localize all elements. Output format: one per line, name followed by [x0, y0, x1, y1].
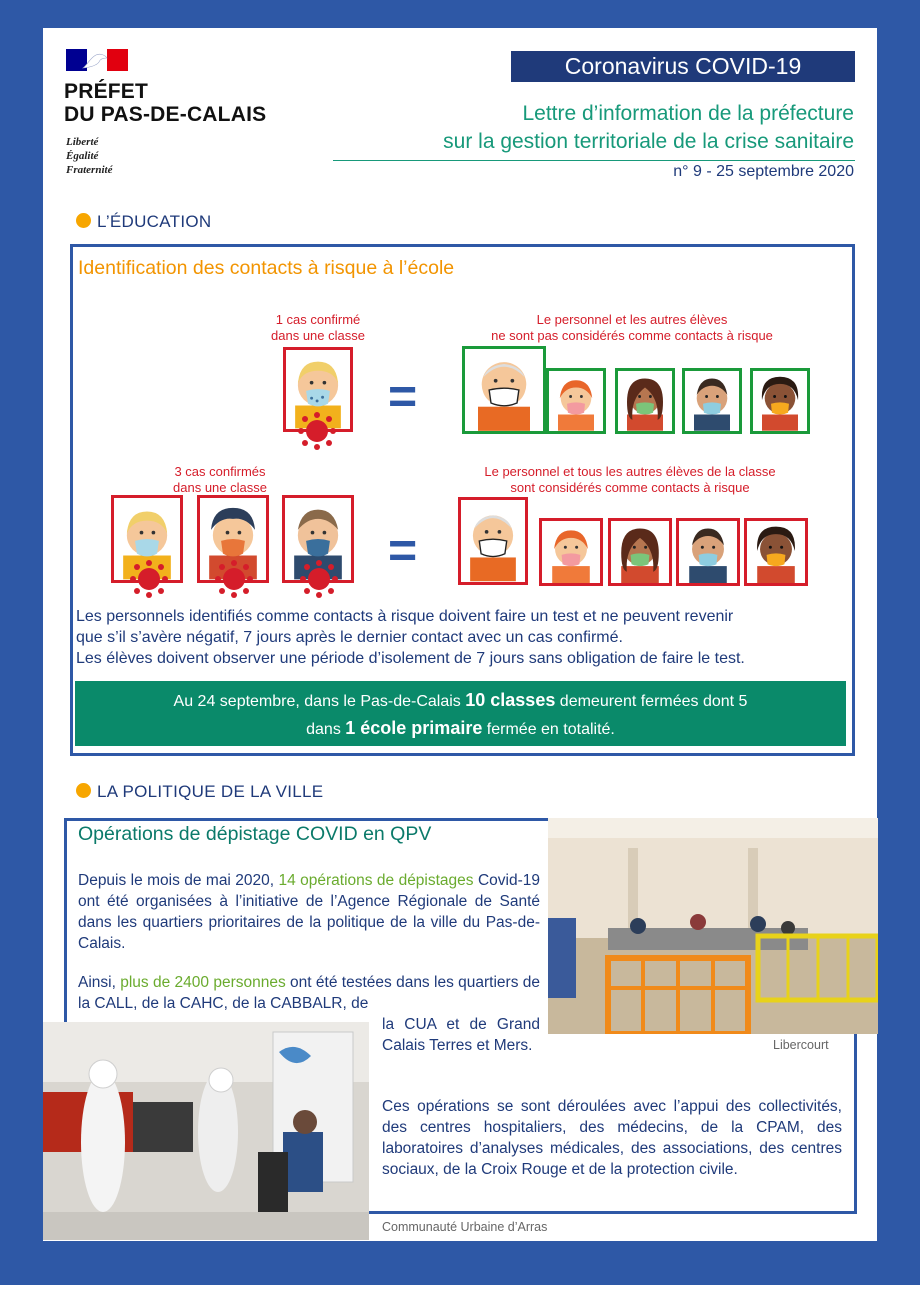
student-at-risk-icon — [539, 518, 603, 586]
case3-result-label: Le personnel et tous les autres élèves de la classe sont considérés comme contacts à risque — [484, 464, 776, 495]
orange-bullet-icon — [76, 213, 91, 228]
equals-sign: = — [388, 368, 418, 424]
arras-testing-photo — [43, 1022, 369, 1240]
republic-motto: Liberté Égalité Fraternité — [66, 136, 113, 176]
case1-result-label: Le personnel et les autres élèves ne sont pas considérés comme contacts à risque — [491, 312, 773, 343]
student-not-at-risk-icon — [615, 368, 675, 434]
qpv-paragraph-3: Ces opérations se sont déroulées avec l’appui des collectivités, des centres hospitaliers, des médecins, de la CPAM, des laboratoires d’analyses médicales, des associations, des centres sociaux, de la Croix Rouge et de la protection civile. — [382, 1098, 842, 1178]
covid-banner: Coronavirus COVID-19 — [511, 51, 855, 82]
one-case-label: 1 cas confirmé dans une classe — [271, 312, 365, 343]
student-at-risk-icon — [744, 518, 808, 586]
virus-icon — [215, 560, 253, 598]
orange-bullet-icon — [76, 783, 91, 798]
photo-caption-arras: Communauté Urbaine d’Arras — [382, 1220, 548, 1234]
three-cases-label: 3 cas confirmés dans une classe — [173, 464, 267, 495]
student-not-at-risk-icon — [546, 368, 606, 434]
photo-caption-libercourt: Libercourt — [773, 1038, 829, 1052]
student-not-at-risk-icon — [750, 368, 810, 434]
student-at-risk-icon — [608, 518, 672, 586]
title-divider — [333, 160, 855, 161]
section-heading-politique: LA POLITIQUE DE LA VILLE — [76, 782, 323, 802]
section-heading-education: L’ÉDUCATION — [76, 212, 211, 232]
qpv-paragraph-2-continued: la CUA et de Grand Calais Terres et Mers. — [382, 1016, 540, 1054]
qpv-paragraph-1: Depuis le mois de mai 2020, 14 opérations de dépistages Covid-19 ont été organisées à l’initiative de l’Agence Régionale de Santé dans les quartiers prioritaires de la politique de la ville du Pas-de-Calais. — [78, 872, 540, 952]
virus-icon — [300, 560, 338, 598]
virus-icon — [130, 560, 168, 598]
virus-icon — [298, 412, 336, 450]
student-not-at-risk-icon — [682, 368, 742, 434]
equals-sign: = — [388, 522, 418, 578]
libercourt-photo — [548, 818, 878, 1034]
education-title: Identification des contacts à risque à l’école — [78, 257, 455, 279]
marianne-flag-logo — [66, 49, 128, 71]
qpv-paragraph-2: Ainsi, plus de 2400 personnes ont été testées dans les quartiers de la CALL, de la CAHC, de la CABBALR, de — [78, 974, 540, 1012]
qpv-title: Opérations de dépistage COVID en QPV — [78, 823, 432, 845]
issue-number: n° 9 - 25 septembre 2020 — [673, 163, 854, 180]
education-body-text: Les personnels identifiés comme contacts à risque doivent faire un test et ne peuvent revenir que s’il s’avère négatif, 7 jours après le dernier contact avec un cas confirmé. Les élèves doivent observer une période d’isolement de 7 jours sans obligation de faire le test. — [76, 608, 745, 667]
newsletter-title: Lettre d’information de la préfecture sur la gestion territoriale de la crise sanitaire — [443, 102, 854, 153]
prefecture-name: PRÉFET DU PAS-DE-CALAIS — [64, 80, 267, 126]
staff-not-at-risk-icon — [462, 346, 546, 434]
closures-highlight-box: Au 24 septembre, dans le Pas-de-Calais 10 classes demeurent fermées dont 5 dans 1 école primaire fermée en totalité. — [75, 681, 846, 746]
staff-at-risk-icon — [458, 497, 528, 585]
student-at-risk-icon — [676, 518, 740, 586]
